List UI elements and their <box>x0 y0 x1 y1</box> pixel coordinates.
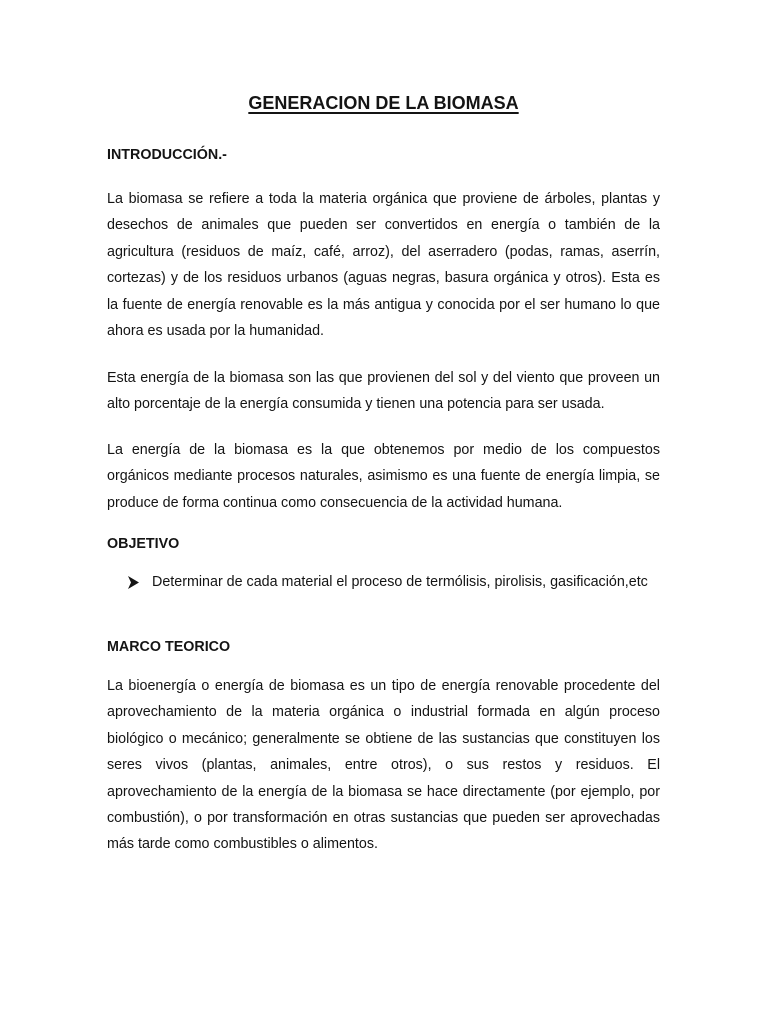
intro-paragraph-3: La energía de la biomasa es la que obtenemos por medio de los compuestos orgánicos mediante procesos naturales, asimismo es una fuente de energía limpia, se produce de forma continua como consecuencia de la actividad humana. <box>107 442 660 511</box>
objective-bullet-text: Determinar de cada material el proceso de termólisis, pirolisis, gasificación,etc <box>152 574 648 590</box>
intro-paragraph-2: Esta energía de la biomasa son las que provienen del sol y del viento que proveen un alto porcentaje de la energía consumida y tienen una potencia para ser usada. <box>107 370 660 413</box>
intro-paragraph-1: La biomasa se refiere a toda la materia orgánica que proviene de árboles, plantas y desechos de animales que pueden ser convertidos en energía o también de la agricultura (residuos de maíz, café, arroz), del aserradero (podas, ramas, aserrín, cortezas) y de los residuos urbanos (aguas negras, basura orgánica y otros). Esta es la fuente de energía renovable es la más antigua y conocida por el ser humano lo que ahora es usada por la humanidad. <box>107 191 660 340</box>
framework-heading: MARCO TEORICO <box>107 639 231 655</box>
arrow-bullet-icon <box>127 576 139 589</box>
objective-heading: OBJETIVO <box>107 536 180 552</box>
objective-bullet <box>127 569 660 595</box>
intro-heading: INTRODUCCIÓN.- <box>107 147 227 163</box>
document-title: GENERACION DE LA BIOMASA <box>248 93 519 113</box>
framework-paragraph: La bioenergía o energía de biomasa es un tipo de energía renovable procedente del aprovechamiento de la materia orgánica o industrial formada en algún proceso biológico o mecánico; generalmente se obtiene de las sustancias que constituyen los seres vivos (plantas, animales, entre otros), o sus restos y residuos. El aprovechamiento de la energía de la biomasa se hace directamente (por ejemplo, por combustión), o por transformación en otras sustancias que pueden ser aprovechadas más tarde como combustibles o alimentos. <box>107 678 660 853</box>
